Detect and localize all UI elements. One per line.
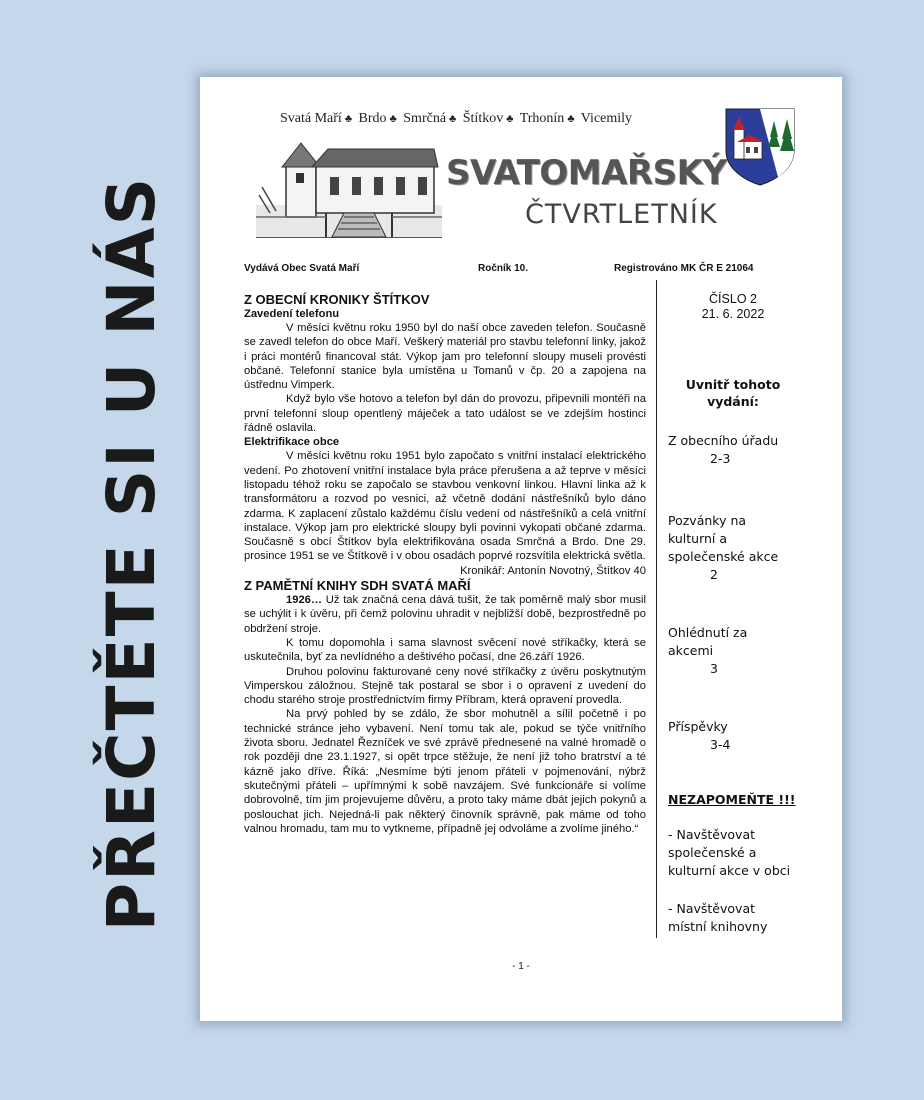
article-paragraph: Na prvý pohled by se zdálo, že sbor mohutněl a sílil početně i po technické stránce jeho vybavení. Není tomu tak ale, pokud se týče vnitřního života sboru. Jednatel Řezníček ve své zprávě přednesené na valné hromadě o rok později dne 23.1.1927, si opět trpce stěžuje, že není již toho bratrství a té kázně jako dříve. Říká: „Nesmíme býti jenom přáteli v pojmenování, nýbrž skutečnými přáteli – upřímnými k sobě navzájem. Své funkcionáře si volíme dobrovolně, tím jim projevujeme důvěru, a proto taky máme dbát jejich pokynů a poslouchat jich. Nejedná-li pak některý činovník správně, pak máme od toho valnou hromadu, tam mu to vytkneme, případně jej odvoláme a zvolíme jiného.“ bbox=[244, 708, 646, 835]
tree-icon: ♣ bbox=[344, 113, 353, 125]
tree-icon: ♣ bbox=[567, 113, 575, 125]
main-column bbox=[244, 292, 646, 836]
article-paragraph: Když bylo vše hotovo a telefon byl dán do provozu, připevnili montéři na první telefonní sloup opentlený máječek a tato událost se ve zdejším hostinci řádně oslavila. bbox=[244, 393, 646, 435]
column-divider bbox=[656, 280, 657, 938]
tree-icon: ♣ bbox=[506, 113, 514, 125]
lead-year: 1926… bbox=[286, 594, 323, 607]
publisher: Vydává Obec Svatá Maří bbox=[244, 263, 360, 274]
village-list bbox=[280, 111, 632, 127]
article-heading: Z OBECNÍ KRONIKY ŠTÍTKOV bbox=[244, 292, 430, 307]
toc-item bbox=[668, 718, 818, 754]
issue-number: ČÍSLO 2 bbox=[709, 292, 757, 306]
toc-page: 2 bbox=[710, 567, 718, 582]
masthead-title: SVATOMAŘSKÝ bbox=[446, 153, 727, 193]
reminder-item: - Navštěvovat místní knihovny bbox=[668, 901, 768, 934]
toc-page: 2-3 bbox=[710, 451, 731, 466]
toc-item bbox=[668, 624, 760, 678]
article-subheading: Zavedení telefonu bbox=[244, 308, 340, 320]
lead-text: Už tak značná cena dává tušit, že tak poměrně malý sbor musil se uchýlit i k úvěru, při čemž polovinu uhradit v nejbližší době, bezprostředně po obdržení stroje. bbox=[244, 594, 646, 635]
masthead-subtitle: ČTVRTLETNÍK bbox=[525, 199, 718, 230]
newsletter-page bbox=[200, 77, 842, 1021]
inside-heading: Uvnitř tohoto vydání: bbox=[685, 377, 781, 409]
issue-date: 21. 6. 2022 bbox=[701, 307, 765, 321]
church-illustration-icon bbox=[256, 135, 442, 245]
article-subheading: Elektrifikace obce bbox=[244, 436, 340, 449]
article-heading: Z PAMĚTNÍ KNIHY SDH SVATÁ MAŘÍ bbox=[244, 578, 471, 594]
village-name: Brdo bbox=[358, 111, 387, 126]
side-title-text: PŘEČTĚTE SI U NÁS bbox=[93, 175, 171, 931]
toc-title: Pozvánky na kulturní a společenské akce bbox=[668, 513, 779, 564]
toc-item bbox=[668, 512, 786, 584]
village-name: Svatá Maří bbox=[280, 111, 342, 126]
village-name: Štítkov bbox=[462, 111, 504, 126]
village-name: Vicemily bbox=[580, 111, 633, 126]
toc-title: Z obecního úřadu bbox=[668, 433, 779, 448]
toc-page: 3 bbox=[710, 661, 718, 676]
side-title bbox=[86, 128, 178, 978]
article-paragraph bbox=[244, 593, 646, 636]
reminder-heading: NEZAPOMEŇTE !!! bbox=[668, 792, 796, 807]
tree-icon: ♣ bbox=[449, 113, 457, 125]
toc-title: Ohlédnutí za akcemi bbox=[668, 625, 748, 658]
toc-title: Příspěvky bbox=[668, 719, 728, 734]
toc-item bbox=[668, 432, 818, 468]
registration: Registrováno MK ČR E 21064 bbox=[614, 263, 754, 274]
article-paragraph: V měsíci květnu roku 1950 byl do naší obce zaveden telefon. Současně se zavedl telefon do obce Maří. Veškerý materiál pro stavbu telefonní linky, jakož i práci montérů financoval stát. Výkop jam pro telefonní sloupy museli provésti občané. Telefonní stanice byla umístěna u Tomanů v čp. 20 a zapojena na ústřednu Vimperk. bbox=[244, 322, 646, 392]
sidebar bbox=[668, 292, 818, 936]
volume: Ročník 10. bbox=[478, 263, 529, 274]
village-name: Trhonín bbox=[519, 111, 565, 126]
page-number: - 1 - bbox=[512, 961, 530, 972]
article-paragraph: K tomu dopomohla i sama slavnost svěcení nové stříkačky, která se uskutečnila, byť za nevlídného a deštivého počasí, dne 26.září 1926. bbox=[244, 636, 646, 664]
toc-page: 3-4 bbox=[710, 737, 731, 752]
village-name: Smrčná bbox=[403, 111, 447, 126]
chronicler-signature: Kronikář: Antonín Novotný, Štítkov 40 bbox=[460, 564, 646, 577]
tree-icon: ♣ bbox=[389, 113, 397, 125]
reminder-item: - Navštěvovat společenské a kulturní akce v obci bbox=[668, 827, 791, 878]
article-paragraph: Druhou polovinu fakturované ceny nové stříkačky z úvěru poskytnutým Vimperskou záložnou. Stejně tak postaral se sbor i o opravení z uvedení do chodu starého stroje prostřednictvím firmy Příbram, která opravení provedla. bbox=[244, 665, 646, 707]
coat-of-arms-icon bbox=[724, 107, 796, 187]
article-paragraph: V měsíci květnu roku 1951 bylo započato s vnitřní instalací elektrického vedení. Po zhotovení vnitřní instalace byla práce přerušena a až teprve v měsíci listopadu téhož roku se započalo se stavbou venkovní linkou. Hlavní linka až k transformátoru a rozvod po vesnici, až včetně dodání nástřešníků bylo dáno zdarma. K zaplacení zůstalo každému číslu vedení od nástřešníků a celá vnitřní instalace. Výkop jam pro elektrické sloupy byli povinni vykopati občané zdarma. Současně s obcí Štítkov byla elektrifikována osada Smrčná a Brdo. Dne 29. prosince 1951 se ve Štítkově i v obou osadách poprvé rozsvítila elektrická světla. bbox=[244, 450, 646, 563]
